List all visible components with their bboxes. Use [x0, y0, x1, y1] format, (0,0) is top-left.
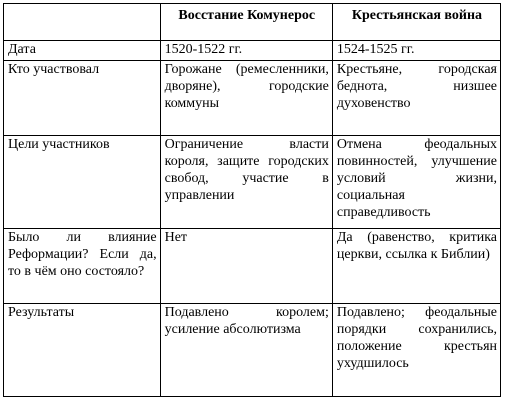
cell-peasant-war: Отмена феодальных повинностей, улучшение условий жизни, социальная справедливость: [332, 136, 500, 229]
cell-comuneros: Нет: [160, 229, 332, 304]
row-label: Кто участвовал: [4, 61, 161, 136]
table-row: [4, 229, 501, 304]
table-row: [4, 61, 501, 136]
cell-peasant-war: Крестьяне, городская беднота, низшее духовенство: [332, 61, 500, 136]
row-label: Результаты: [4, 304, 161, 397]
header-row: [4, 4, 501, 41]
header-cell-peasant-war: Крестьянская война: [332, 4, 500, 41]
table-row: [4, 304, 501, 397]
cell-comuneros: 1520-1522 гг.: [160, 41, 332, 61]
table-row: [4, 136, 501, 229]
comparison-table: [3, 3, 501, 397]
cell-peasant-war: 1524-1525 гг.: [332, 41, 500, 61]
cell-comuneros: Подавлено королем; усиление абсолютизма: [160, 304, 332, 397]
cell-peasant-war: Подавлено; феодальные порядки сохранились, положение крестьян ухудшилось: [332, 304, 500, 397]
row-label: Дата: [4, 41, 161, 61]
cell-peasant-war: Да (равенство, критика церкви, ссылка к Библии): [332, 229, 500, 304]
table-row: [4, 41, 501, 61]
cell-comuneros: Горожане (ремесленники, дворяне), городские коммуны: [160, 61, 332, 136]
row-label: Было ли влияние Реформации? Если да, то в чём оно состояло?: [4, 229, 161, 304]
header-cell-comuneros: Восстание Комунерос: [160, 4, 332, 41]
cell-comuneros: Ограничение власти короля, защите городских свобод, участие в управлении: [160, 136, 332, 229]
header-cell-empty: [4, 4, 161, 41]
row-label: Цели участников: [4, 136, 161, 229]
